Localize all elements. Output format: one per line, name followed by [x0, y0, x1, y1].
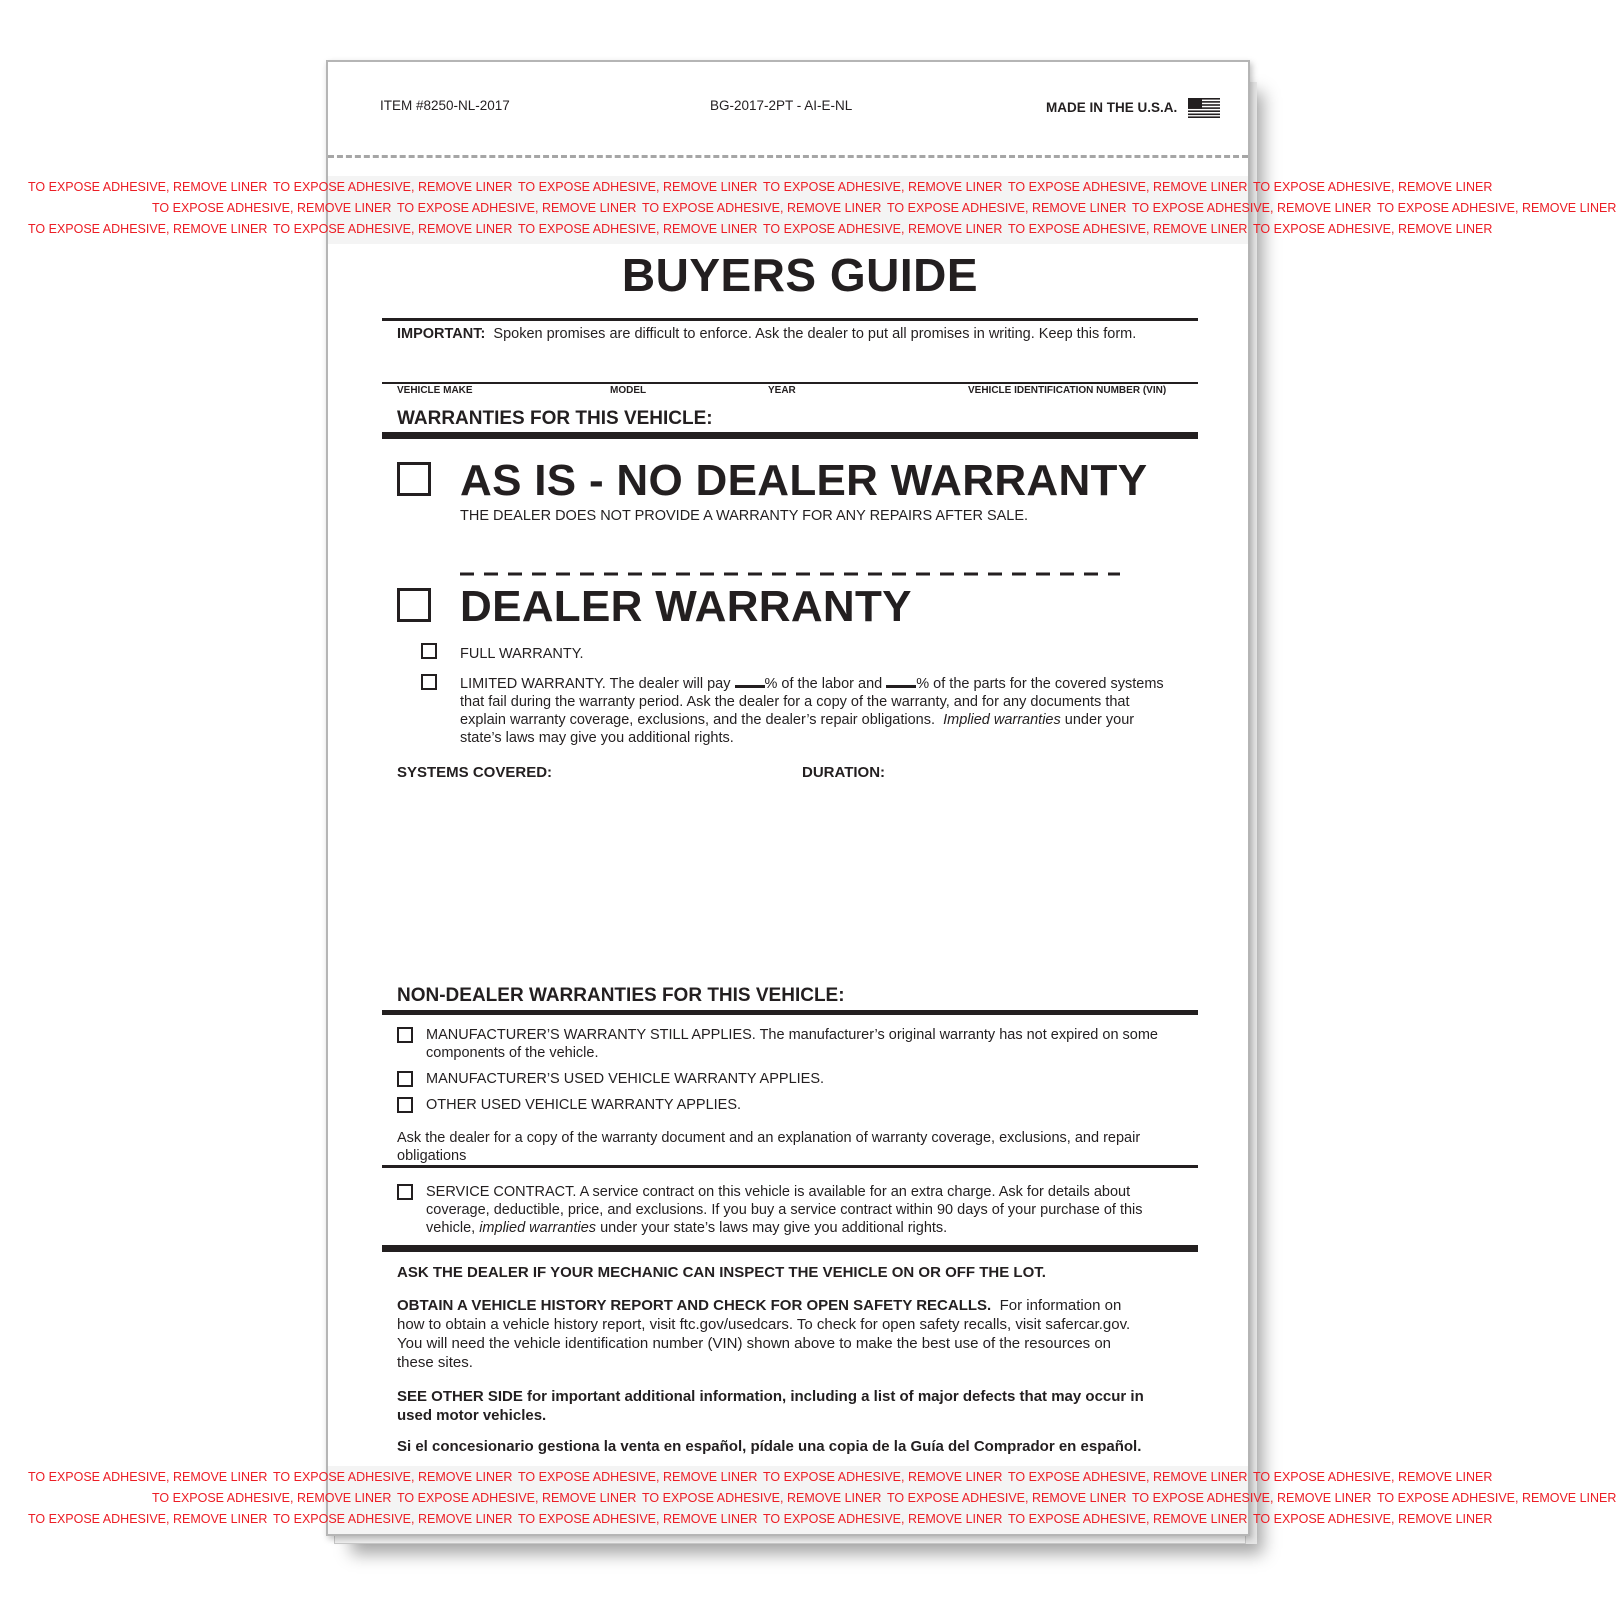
liner-text: TO EXPOSE ADHESIVE, REMOVE LINER [1008, 1512, 1248, 1526]
liner-text: TO EXPOSE ADHESIVE, REMOVE LINER [152, 1491, 392, 1505]
liner-text: TO EXPOSE ADHESIVE, REMOVE LINER [1253, 1470, 1493, 1484]
important-label: IMPORTANT: [397, 326, 486, 342]
service-contract-text [426, 1183, 1143, 1237]
adhesive-liner-top [28, 176, 1617, 244]
systems-covered-label: SYSTEMS COVERED: [397, 764, 553, 781]
duration-label: DURATION: [802, 764, 886, 781]
divider [382, 1165, 1198, 1168]
liner-text: TO EXPOSE ADHESIVE, REMOVE LINER [642, 201, 882, 215]
text-part: under your state’s laws may give you additional rights. [600, 1220, 948, 1236]
limited-text-line: state’s laws may give you additional rights. [460, 730, 734, 746]
mfr-warranty-applies-checkbox[interactable] [397, 1027, 413, 1043]
liner-text: TO EXPOSE ADHESIVE, REMOVE LINER [1253, 1512, 1493, 1526]
as-is-checkbox[interactable] [397, 462, 431, 496]
liner-text: TO EXPOSE ADHESIVE, REMOVE LINER [1377, 1491, 1617, 1505]
text-line: coverage, deductible, price, and exclusions. If you buy a service contract within 90 days of your purchase of this [426, 1202, 1143, 1218]
implied-warranties-text: Implied warranties [943, 712, 1061, 728]
as-is-title: AS IS - NO DEALER WARRANTY [460, 456, 1148, 505]
limited-text-line: that fail during the warranty period. Ask the dealer for a copy of the warranty, and for any documents that [460, 694, 1130, 710]
liner-text: TO EXPOSE ADHESIVE, REMOVE LINER [273, 1512, 513, 1526]
service-contract-checkbox[interactable] [397, 1184, 413, 1200]
labor-percent-blank[interactable] [735, 675, 765, 688]
liner-text: TO EXPOSE ADHESIVE, REMOVE LINER [763, 222, 1003, 236]
text-line: how to obtain a vehicle history report, visit ftc.gov/usedcars. To check for open safety recalls, visit safercar.gov. [397, 1316, 1131, 1333]
divider [382, 1010, 1198, 1015]
liner-text: TO EXPOSE ADHESIVE, REMOVE LINER [1253, 222, 1493, 236]
liner-text: TO EXPOSE ADHESIVE, REMOVE LINER [28, 1512, 268, 1526]
other-used-warranty-checkbox[interactable] [397, 1097, 413, 1113]
mfr-warranty-applies-text [426, 1026, 1158, 1062]
dealer-warranty-checkbox[interactable] [397, 588, 431, 622]
liner-text: TO EXPOSE ADHESIVE, REMOVE LINER [273, 1470, 513, 1484]
separator-dashes [460, 571, 1120, 577]
text-part: vehicle, [426, 1220, 476, 1236]
adhesive-liner-bottom [28, 1466, 1617, 1534]
liner-text: TO EXPOSE ADHESIVE, REMOVE LINER [518, 1512, 758, 1526]
history-report-text [397, 1296, 1197, 1372]
text-line: components of the vehicle. [426, 1045, 599, 1061]
dealer-warranty-title: DEALER WARRANTY [460, 582, 912, 631]
limited-warranty-text [460, 675, 1200, 747]
full-warranty-checkbox[interactable] [421, 643, 437, 659]
text-line: MANUFACTURER’S WARRANTY STILL APPLIES. The manufacturer’s original warranty has not expired on some [426, 1027, 1158, 1043]
spanish-notice: Si el concesionario gestiona la venta en español, pídale una copia de la Guía del Comprador en español. [397, 1438, 1142, 1455]
liner-text: TO EXPOSE ADHESIVE, REMOVE LINER [1008, 180, 1248, 194]
text-line: SERVICE CONTRACT. A service contract on this vehicle is available for an extra charge. Ask for details about [426, 1184, 1131, 1200]
liner-text: TO EXPOSE ADHESIVE, REMOVE LINER [642, 1491, 882, 1505]
limited-text-part: % of the labor and [764, 676, 883, 692]
form-code: BG-2017-2PT - AI-E-NL [710, 98, 853, 113]
important-notice [397, 325, 1136, 343]
mfr-used-warranty-checkbox[interactable] [397, 1071, 413, 1087]
liner-text: TO EXPOSE ADHESIVE, REMOVE LINER [152, 201, 392, 215]
liner-text: TO EXPOSE ADHESIVE, REMOVE LINER [28, 1470, 268, 1484]
liner-text: TO EXPOSE ADHESIVE, REMOVE LINER [1253, 180, 1493, 194]
made-in-usa: MADE IN THE U.S.A. [1046, 100, 1178, 115]
page-title: BUYERS GUIDE [621, 249, 979, 301]
implied-warranties-text: implied warranties [479, 1220, 597, 1236]
liner-text: TO EXPOSE ADHESIVE, REMOVE LINER [1008, 222, 1248, 236]
year-label: YEAR [768, 385, 796, 396]
ask-dealer-text [397, 1129, 1140, 1165]
liner-text: TO EXPOSE ADHESIVE, REMOVE LINER [518, 1470, 758, 1484]
limited-text-part: % of the parts for the covered systems [916, 676, 1164, 692]
text-line: used motor vehicles. [397, 1407, 547, 1424]
text-part: For information on [999, 1297, 1122, 1314]
model-label: MODEL [610, 385, 647, 396]
liner-text: TO EXPOSE ADHESIVE, REMOVE LINER [763, 1470, 1003, 1484]
vin-label: VEHICLE IDENTIFICATION NUMBER (VIN) [968, 385, 1167, 396]
limited-text-part: under your [1064, 712, 1135, 728]
liner-text: TO EXPOSE ADHESIVE, REMOVE LINER [518, 180, 758, 194]
liner-text: TO EXPOSE ADHESIVE, REMOVE LINER [887, 201, 1127, 215]
text-line: SEE OTHER SIDE for important additional information, including a list of major defects that may occur in [397, 1388, 1144, 1405]
liner-text: TO EXPOSE ADHESIVE, REMOVE LINER [518, 222, 758, 236]
divider [382, 318, 1198, 321]
liner-text: TO EXPOSE ADHESIVE, REMOVE LINER [28, 180, 268, 194]
liner-text: TO EXPOSE ADHESIVE, REMOVE LINER [273, 180, 513, 194]
liner-text: TO EXPOSE ADHESIVE, REMOVE LINER [887, 1491, 1127, 1505]
liner-text: TO EXPOSE ADHESIVE, REMOVE LINER [28, 222, 268, 236]
liner-text: TO EXPOSE ADHESIVE, REMOVE LINER [397, 1491, 637, 1505]
item-number: ITEM #8250-NL-2017 [380, 98, 510, 113]
liner-text: TO EXPOSE ADHESIVE, REMOVE LINER [1377, 201, 1617, 215]
liner-text: TO EXPOSE ADHESIVE, REMOVE LINER [1132, 201, 1372, 215]
history-bold: OBTAIN A VEHICLE HISTORY REPORT AND CHECK FOR OPEN SAFETY RECALLS. [397, 1297, 992, 1314]
vehicle-fields-line [382, 382, 1198, 384]
liner-text: TO EXPOSE ADHESIVE, REMOVE LINER [397, 201, 637, 215]
limited-warranty-checkbox[interactable] [421, 674, 437, 690]
text-line: these sites. [397, 1354, 473, 1371]
liner-text: TO EXPOSE ADHESIVE, REMOVE LINER [273, 222, 513, 236]
liner-text: TO EXPOSE ADHESIVE, REMOVE LINER [763, 1512, 1003, 1526]
liner-text: TO EXPOSE ADHESIVE, REMOVE LINER [1132, 1491, 1372, 1505]
liner-text: TO EXPOSE ADHESIVE, REMOVE LINER [763, 180, 1003, 194]
as-is-subtitle: THE DEALER DOES NOT PROVIDE A WARRANTY FOR ANY REPAIRS AFTER SALE. [460, 508, 1029, 524]
inspect-notice: ASK THE DEALER IF YOUR MECHANIC CAN INSPECT THE VEHICLE ON OR OFF THE LOT. [397, 1264, 1046, 1281]
text-line: obligations [397, 1148, 467, 1164]
divider [382, 1245, 1198, 1252]
full-warranty-label: FULL WARRANTY. [460, 646, 584, 662]
limited-text-part: LIMITED WARRANTY. The dealer will pay [460, 676, 731, 692]
text-line: Ask the dealer for a copy of the warranty document and an explanation of warranty coverage, exclusions, and repair [397, 1130, 1141, 1146]
divider [382, 432, 1198, 439]
us-flag-icon [1188, 98, 1220, 118]
non-dealer-heading: NON-DEALER WARRANTIES FOR THIS VEHICLE: [397, 985, 845, 1006]
other-used-warranty-label: OTHER USED VEHICLE WARRANTY APPLIES. [426, 1097, 742, 1113]
vehicle-make-label: VEHICLE MAKE [397, 385, 473, 396]
text-line: You will need the vehicle identification number (VIN) shown above to make the best use of the resources on [397, 1335, 1112, 1352]
liner-text: TO EXPOSE ADHESIVE, REMOVE LINER [1008, 1470, 1248, 1484]
parts-percent-blank[interactable] [886, 675, 916, 688]
limited-text-part: explain warranty coverage, exclusions, and the dealer’s repair obligations. [460, 712, 936, 728]
mfr-used-warranty-label: MANUFACTURER’S USED VEHICLE WARRANTY APPLIES. [426, 1071, 825, 1087]
warranties-heading: WARRANTIES FOR THIS VEHICLE: [397, 408, 713, 429]
perforation-line [328, 155, 1248, 158]
important-text: Spoken promises are difficult to enforce. Ask the dealer to put all promises in writing. Keep this form. [493, 326, 1137, 342]
see-other-side-text [397, 1387, 1144, 1425]
